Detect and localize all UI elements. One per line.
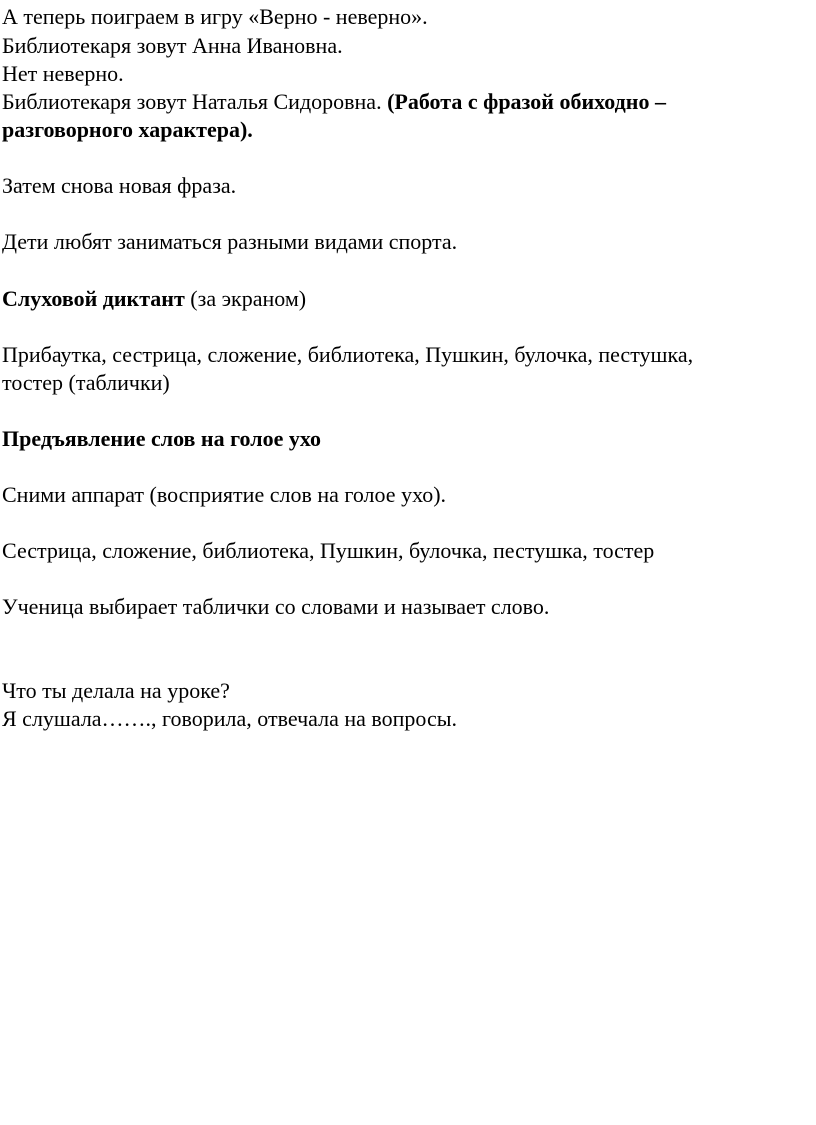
sentence: Дети любят заниматься разными видами спорта. xyxy=(2,229,458,254)
dictation-heading-plain: (за экраном) xyxy=(184,286,307,311)
word-list-line-2: тостер (таблички) xyxy=(2,370,170,395)
intro-line-4-plain: Библиотекаря зовут Наталья Сидоровна. xyxy=(2,89,388,114)
intro-line-2: Библиотекаря зовут Анна Ивановна. xyxy=(2,33,343,58)
intro-line-4 xyxy=(2,89,666,115)
closing-question: Что ты делала на уроке? xyxy=(2,678,230,703)
closing-answer: Я слушала……., говорила, отвечала на вопросы. xyxy=(2,706,457,731)
remove-device-line: Сними аппарат (восприятие слов на голое ухо). xyxy=(2,482,447,507)
next-phrase: Затем снова новая фраза. xyxy=(2,173,237,198)
dictation-heading-bold: Слуховой диктант xyxy=(2,286,185,311)
intro-line-1: А теперь поиграем в игру «Верно - неверно». xyxy=(2,4,428,29)
words-short-line: Сестрица, сложение, библиотека, Пушкин, булочка, пестушка, тостер xyxy=(2,538,655,563)
student-action-line: Ученица выбирает таблички со словами и называет слово. xyxy=(2,594,550,619)
intro-line-4-bold: (Работа с фразой обиходно – xyxy=(387,89,666,114)
bare-ear-heading: Предъявление слов на голое ухо xyxy=(2,426,322,451)
intro-line-5: разговорного характера). xyxy=(2,117,253,142)
intro-line-3: Нет неверно. xyxy=(2,61,124,86)
dictation-heading xyxy=(2,286,306,312)
word-list-line-1: Прибаутка, сестрица, сложение, библиотека, Пушкин, булочка, пестушка, xyxy=(2,342,694,367)
